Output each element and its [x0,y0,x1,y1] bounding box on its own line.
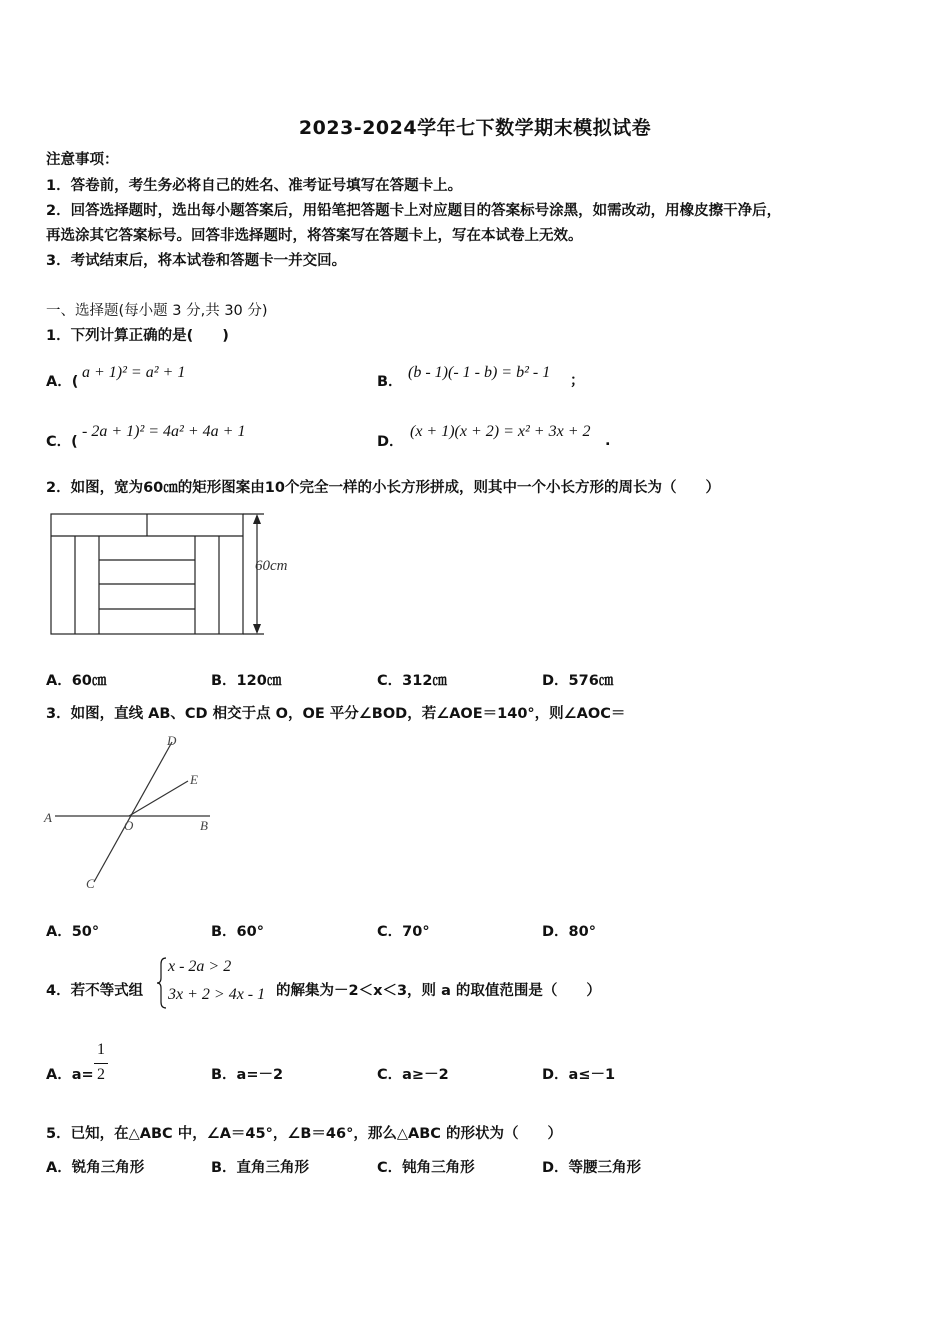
q1-option-c-expr: - 2a + 1)² = 4a² + 4a + 1 [82,423,246,440]
q5-stem: 5．已知，在△ABC 中，∠A＝45°，∠B＝46°，那么△ABC 的形状为（ ） [46,1126,562,1142]
notice-item-3: 3．考试结束后，将本试卷和答题卡一并交回。 [46,253,347,269]
section-heading: 一、选择题(每小题 3 分,共 30 分) [46,303,268,319]
q1-stem: 1．下列计算正确的是( ) [46,328,229,344]
q2-stem: 2．如图，宽为60㎝的矩形图案由10个完全一样的小长方形拼成，则其中一个小长方形的周长为（ ） [46,480,720,496]
q4-brace [156,956,168,1010]
q4-stem-suffix: 的解集为－2＜x＜3，则 a 的取值范围是（ ） [276,983,601,999]
q1-option-b-label: B． [377,374,403,390]
q4-option-a-fraction-bar [94,1063,108,1064]
q1-option-c-label: C．( [46,434,78,450]
q3-point-d: D [167,733,177,748]
q4-option-c: C．a≥－2 [377,1067,449,1083]
q3-option-b: B．60° [211,924,264,940]
q5-option-a: A．锐角三角形 [46,1160,145,1176]
q5-option-c: C．钝角三角形 [377,1160,475,1176]
q4-inequality-1: x - 2a > 2 [168,958,232,975]
q2-option-b: B．120㎝ [211,673,282,689]
notice-item-2: 2．回答选择题时，选出每小题答案后，用铅笔把答题卡上对应题目的答案标号涂黑，如需改动，用橡皮擦干净后， [46,203,782,219]
q1-option-a-expr: a + 1)² = a² + 1 [82,364,186,381]
q4-option-a-numerator: 1 [97,1041,105,1058]
q1-option-b-suffix: ； [570,373,585,389]
q3-lines-figure [40,730,220,892]
notice-heading: 注意事项： [46,152,119,168]
q4-stem-prefix: 4．若不等式组 [46,983,144,999]
q1-option-d-label: D． [377,434,404,450]
q4-option-b: B．a=－2 [211,1067,284,1083]
q1-option-d-expr: (x + 1)(x + 2) = x² + 3x + 2 [410,423,591,440]
q4-option-d: D．a≤－1 [542,1067,616,1083]
q5-option-d: D．等腰三角形 [542,1160,642,1176]
q2-option-c: C．312㎝ [377,673,447,689]
q1-option-b-expr: (b - 1)(- 1 - b) = b² - 1 [408,364,551,381]
q4-option-a-label: A．a= [46,1067,94,1083]
q1-option-a-label: A．( [46,374,79,390]
page-title: 2023-2024学年七下数学期末模拟试卷 [298,117,652,139]
q3-point-c: C [86,876,95,891]
q3-option-a: A．50° [46,924,100,940]
q3-point-a: A [44,810,52,825]
q2-rectangle-figure [50,512,302,636]
q3-option-c: C．70° [377,924,430,940]
q2-option-d: D．576㎝ [542,673,614,689]
q3-point-o: O [124,818,134,833]
notice-item-1: 1．答卷前，考生务必将自己的姓名、准考证号填写在答题卡上。 [46,178,463,194]
q1-option-d-suffix: . [605,433,611,449]
q2-option-a: A．60㎝ [46,673,107,689]
q5-option-b: B．直角三角形 [211,1160,310,1176]
notice-item-2-cont: 再选涂其它答案标号。回答非选择题时，将答案写在答题卡上，写在本试卷上无效。 [46,228,583,244]
q3-point-b: B [200,818,208,833]
q3-point-e: E [190,772,198,787]
q4-option-a-denominator: 2 [97,1066,105,1083]
q3-stem: 3．如图，直线 AB、CD 相交于点 O，OE 平分∠BOD，若∠AOE＝140°，则∠AOC＝ [46,706,626,722]
q2-figure-label: 60cm [255,558,288,574]
q3-option-d: D．80° [542,924,596,940]
q4-inequality-2: 3x + 2 > 4x - 1 [168,986,266,1003]
